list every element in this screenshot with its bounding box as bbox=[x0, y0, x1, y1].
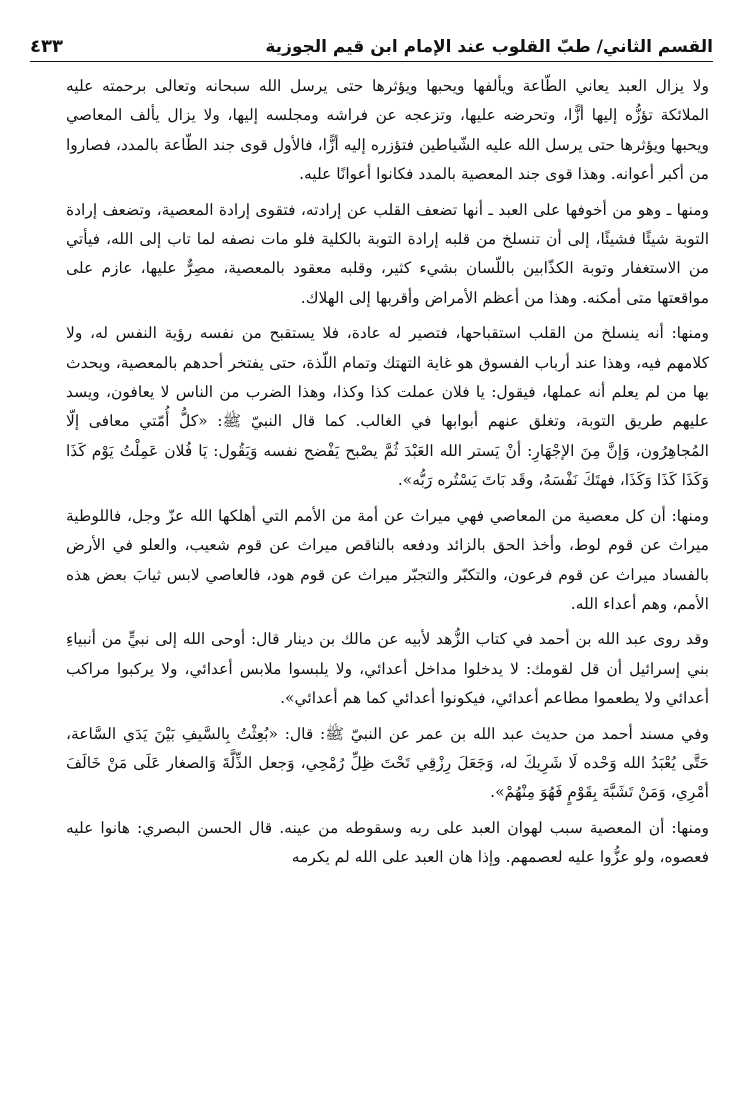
running-title: القسم الثاني/ طبّ القلوب عند الإمام ابن قيم الجوزية bbox=[265, 37, 713, 57]
paragraph-inheritance-of-nations: ومنها: أن كل معصية من المعاصي فهي ميراث عن أمة من الأمم التي أهلكها الله عزّ وجل، فاللوطية ميراث عن قوم لوط، وأخذ الحق بالزائد ودفعه بالناقص ميراث عن قوم شعيب، والعلو في الأرض بالفساد ميراث عن قوم فرعون، والتكبّر والتجبّر ميراث عن قوم هود، فالعاصي لابس ثيابَ بعض هذه الأمم، وهم أعداء الله. bbox=[66, 506, 709, 613]
paragraph-loss-of-shame: ومنها: أنه ينسلخ من القلب استقباحها، فتصير له عادة، فلا يستقبح من نفسه رؤية النفس له، ولا كلامهم فيه، وهذا عند أرباب الفسوق هو غاية التهتك وتمام اللّذة، حتى يفتخر أحدهم بالمعصية، ويحدث بها من لم يعلم أنه عملها، فيقول: يا فلان عملت كذا وكذا، وهذا الضرب من الناس لا يعافون، ويسد عليهم طريق التوبة، وتغلق عنهم أبوابها في الغالب. كما قال النبيّ ﷺ: «كلُّ أُمّتي معافى إلّا المُجاهِرُون، وَإنَّ مِنَ الإجْهَارِ: أنْ يَستر الله العَبْدَ ثُمَّ يصْبح يَفْضح نفسه وَيَقُول: يَا فُلان عَمِلْتُ يَوْم كَذَا وَكَذَا كَذَا وَكَذَا، فهتَكَ نَفْسَهُ، وقَد بَاتَ يَسْتُره رَبُّه». bbox=[66, 324, 709, 490]
page-header bbox=[30, 22, 713, 62]
paragraph-humiliation: ومنها: أن المعصية سبب لهوان العبد على ربه وسقوطه من عينه. قال الحسن البصري: هانوا عليه فعصوه، ولو عزُّوا عليه لعصمهم. وإذا هان العبد على الله لم يكرمه bbox=[66, 818, 709, 867]
body-text bbox=[66, 72, 709, 879]
paragraph-zuhd-narration: وقد روى عبد الله بن أحمد في كتاب الزُّهد لأبيه عن مالك بن دينار قال: أوحى الله إلى نبيٍّ من أنبياءِ بني إسرائيل أن قل لقومك: لا يدخلوا مداخل أعدائي، ولا يلبسوا ملابس أعدائي، ولا يركبوا مراكب أعدائي ولا يطعموا مطاعم أعدائي، فيكونوا أعدائي كما هم أعدائي». bbox=[66, 630, 709, 708]
page-number: ٤٣٣ bbox=[30, 36, 63, 57]
paragraph-weakens-will: ومنها ـ وهو من أخوفها على العبد ـ أنها تضعف القلب عن إرادته، فتقوى إرادة المعصية، وتضعف إرادة التوبة شيئًا فشيئًا، إلى أن تنسلخ من قلبه إرادة التوبة بالكلية فلو مات نصفه لما تاب إلى الله، فيأتي من الاستغفار وتوبة الكذّابين باللّسان بشيء كثير، وقلبه معقود بالمعصية، مصِرٌّ عليها، عازم على مواقعتها متى أمكنه. وهذا من أعظم الأمراض وأقربها إلى الهلاك. bbox=[66, 200, 709, 307]
paragraph-obedience: ولا يزال العبد يعاني الطّاعة ويألفها ويحبها ويؤثرها حتى يرسل الله سبحانه وتعالى برحمته عليه الملائكة تؤزُّه إليها أزًّا، وتحرضه عليها، وتزعجه عن فراشه ومجلسه إليها، ولا يزال يألف المعاصي ويحبها ويؤثرها حتى يرسل الله عليه الشّياطين فتؤزره إليه أزًّا، فالأول قوى جند الطّاعة بالمدد، فصاروا من أكبر أعوانه. وهذا قوى جند المعصية بالمدد فكانوا أعوانًا عليه. bbox=[66, 77, 709, 184]
paragraph-musnad-hadith: وفي مسند أحمد من حديث عبد الله بن عمر عن النبيّ ﷺ: قال: «بُعِثْتُ بِالسَّيفِ بَيْنَ يَدَي السَّاعة، حَتَّى يُعْبَدُ الله وَحْده لَا شَرِيكَ له، وَجَعَلَ رِزْقِي تَحْتَ ظِلِّ رُمْحِي، وَجعل الذِّلَّةَ وَالصغار عَلَى مَنْ خَالَفَ أمْرِي، وَمَنْ تَشَبَّهَ بِقَوْمٍ فَهُوَ مِنْهُمْ». bbox=[66, 724, 709, 802]
